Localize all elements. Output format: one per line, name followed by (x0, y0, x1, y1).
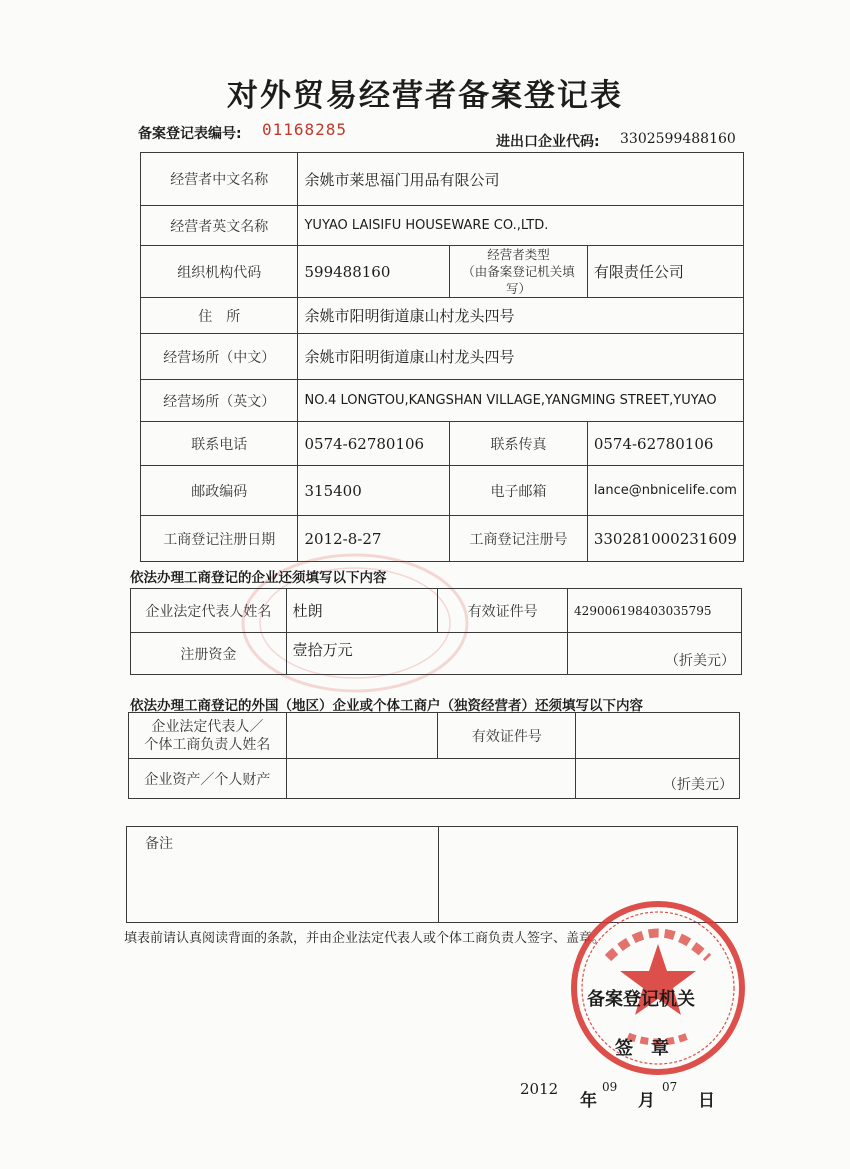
ie-code-label: 进出口企业代码: (496, 134, 600, 150)
email-value: lance@nbnicelife.com (587, 466, 743, 516)
org-code-label: 组织机构代码 (141, 246, 298, 298)
legal-rep-value: 杜朗 (286, 589, 438, 633)
reg-no-value: 330281000231609 (587, 516, 743, 562)
page-title: 对外贸易经营者备案登记表 (227, 78, 623, 114)
date-day: 07 (662, 1080, 678, 1094)
table-row (141, 334, 744, 380)
capital-label: 注册资金 (131, 633, 287, 675)
postcode-label: 邮政编码 (141, 466, 298, 516)
foreign-rep-label-line2: 个体工商负责人姓名 (144, 736, 271, 753)
operator-type-value: 有限责任公司 (587, 246, 743, 298)
table-row (141, 380, 744, 422)
en-name-label: 经营者英文名称 (141, 206, 298, 246)
table-row (141, 206, 744, 246)
remarks-label: 备注 (127, 827, 439, 923)
postcode-value: 315400 (298, 466, 450, 516)
date-year: 2012 (520, 1080, 559, 1098)
section3-heading: 依法办理工商登记的外国（地区）企业或个体工商户（独资经营者）还须填写以下内容 (130, 698, 643, 714)
section2-table (130, 588, 742, 675)
foreign-rep-label-line1: 企业法定代表人／ (151, 718, 264, 735)
reg-no-label: 工商登记注册号 (450, 516, 588, 562)
place-en-label: 经营场所（英文） (141, 380, 298, 422)
residence-value: 余姚市阳明街道康山村龙头四号 (298, 298, 744, 334)
foreign-id-value (576, 713, 740, 759)
org-code-value: 599488160 (298, 246, 450, 298)
table-row (141, 422, 744, 466)
date-year-unit: 年 (580, 1091, 597, 1111)
id-no-label: 有效证件号 (438, 589, 568, 633)
table-row (141, 466, 744, 516)
record-no-label: 备案登记表编号: (138, 126, 242, 142)
phone-label: 联系电话 (141, 422, 298, 466)
place-en-value: NO.4 LONGTOU,KANGSHAN VILLAGE,YANGMING STREET,YUYAO (298, 380, 744, 422)
table-row (129, 759, 740, 799)
operator-type-label-line1: 经营者类型 (487, 247, 550, 262)
assets-label: 企业资产／个人财产 (129, 759, 287, 799)
place-cn-value: 余姚市阳明街道康山村龙头四号 (298, 334, 744, 380)
record-no: 01168285 (262, 120, 348, 139)
capital-value: 壹拾万元 (286, 633, 567, 675)
phone-value: 0574-62780106 (298, 422, 450, 466)
email-label: 电子邮箱 (450, 466, 588, 516)
operator-type-label (450, 246, 588, 298)
table-row (141, 298, 744, 334)
ie-code: 3302599488160 (620, 131, 736, 147)
capital-usd-note: （折美元） (568, 633, 742, 675)
table-row (131, 633, 742, 675)
operator-type-label-line2: （由备案登记机关填写） (462, 264, 575, 296)
fax-label: 联系传真 (450, 422, 588, 466)
cn-name-label: 经营者中文名称 (141, 153, 298, 206)
foreign-rep-value (286, 713, 438, 759)
table-row (131, 589, 742, 633)
cn-name-value: 余姚市莱思福门用品有限公司 (298, 153, 744, 206)
legal-rep-label: 企业法定代表人姓名 (131, 589, 287, 633)
assets-value (286, 759, 575, 799)
date-day-unit: 日 (698, 1091, 715, 1111)
en-name-value: YUYAO LAISIFU HOUSEWARE CO.,LTD. (298, 206, 744, 246)
section3-table (128, 712, 740, 799)
assets-usd-note: （折美元） (576, 759, 740, 799)
instruction-text: 填表前请认真阅读背面的条款，并由企业法定代表人或个体工商负责人签字、盖章。 (124, 931, 606, 946)
place-cn-label: 经营场所（中文） (141, 334, 298, 380)
residence-label: 住 所 (141, 298, 298, 334)
id-no-value: 429006198403035795 (568, 589, 742, 633)
main-table (140, 152, 744, 562)
authority-label: 备案登记机关 (587, 989, 695, 1010)
foreign-rep-label (129, 713, 287, 759)
table-row (129, 713, 740, 759)
table-row (141, 246, 744, 298)
sign-label: 签 章 (615, 1038, 669, 1059)
foreign-id-label: 有效证件号 (438, 713, 576, 759)
date-month: 09 (602, 1080, 618, 1094)
fax-value: 0574-62780106 (587, 422, 743, 466)
section2-heading: 依法办理工商登记的企业还须填写以下内容 (130, 570, 387, 586)
date-month-unit: 月 (638, 1091, 655, 1111)
reg-date-value: 2012-8-27 (298, 516, 450, 562)
reg-date-label: 工商登记注册日期 (141, 516, 298, 562)
table-row (141, 153, 744, 206)
